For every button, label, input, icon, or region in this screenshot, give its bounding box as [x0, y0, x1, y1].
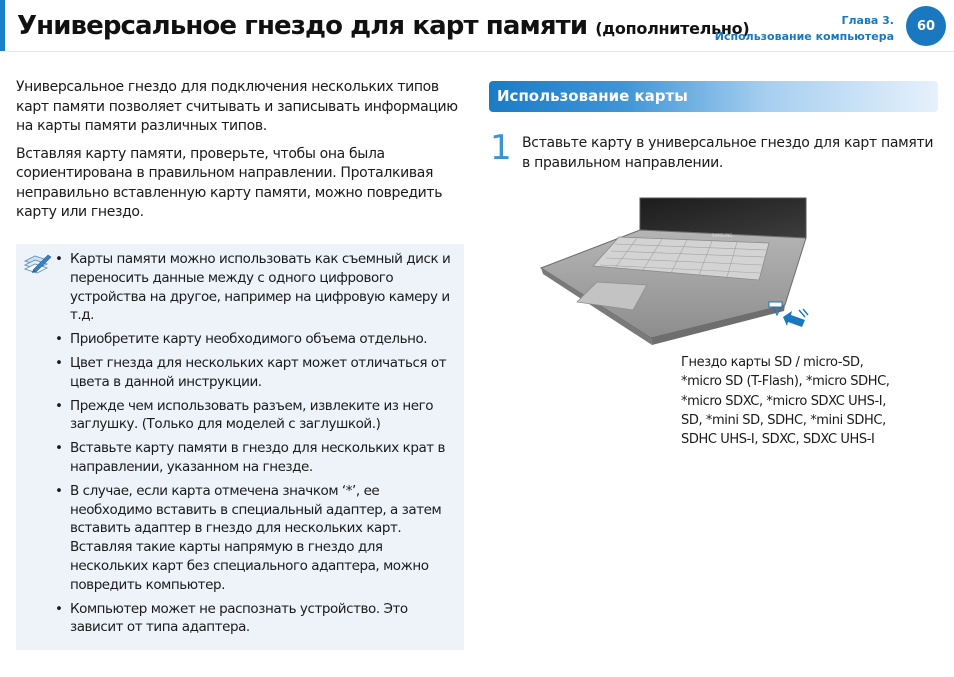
header-accent-bar — [0, 0, 5, 51]
step-number: 1 — [490, 128, 512, 168]
intro-paragraph: Универсальное гнездо для подключения нескольких типов карт памяти позволяет считывать и записывать информацию на карты памяти различных типов. — [16, 79, 458, 134]
section-header — [489, 81, 938, 112]
header-rule — [5, 51, 954, 52]
page-title — [17, 8, 749, 47]
note-list — [70, 250, 456, 642]
card-slot-caption: Гнездо карты SD / micro-SD, *micro SD (T-Flash), *micro SDHC, *micro SDXC, *micro SDXC UHS-I, SD, *mini SD, SDHC, *mini SDHC, SDHC UHS-I, SDXC, SDXC UHS-I — [681, 355, 890, 448]
section-title: Использование карты — [497, 87, 688, 105]
note-item: • Компьютер может не распознать устройство. Это зависит от типа адаптера. — [70, 600, 456, 638]
chapter-title: Использование компьютера — [714, 30, 894, 43]
note-item: • Приобретите карту необходимого объема отдельно. — [70, 330, 456, 349]
page-title-main: Универсальное гнездо для карт памяти — [17, 11, 588, 41]
chapter-number: Глава 3. — [841, 14, 894, 27]
intro-paragraph: Вставляя карту памяти, проверьте, чтобы она была сориентирована в правильном направлении. Проталкивая неправильно вставленную карту памяти, можно повредить карту или гнездо. — [16, 145, 443, 220]
note-item: • Прежде чем использовать разъем, извлеките из него заглушку. (Только для моделей с заглушкой.) — [70, 397, 456, 435]
page-title-suffix: (дополнительно) — [595, 19, 750, 38]
page-number-badge: 60 — [906, 6, 946, 46]
note-pencil-icon — [23, 251, 53, 277]
chapter-label — [715, 13, 894, 45]
intro-section — [16, 78, 460, 231]
insert-direction-arrow-icon — [783, 309, 808, 327]
note-item: • В случае, если карта отмечена значком ‘*’, ее необходимо вставить в специальный адаптер, а затем вставить адаптер в гнездо для нескольких карт. Вставляя такие карты напрямую в гнездо для нескольких карт без специального адаптера, можно повредить компьютер. — [70, 482, 456, 595]
note-box — [16, 244, 464, 650]
note-item: • Карты памяти можно использовать как съемный диск и переносить данные между с одного цифрового устройства на другое, например на цифровую камеру и т.д. — [70, 250, 456, 325]
note-item: • Вставьте карту памяти в гнездо для нескольких крат в направлении, указанном на гнезде. — [70, 439, 456, 477]
laptop-brand-label: SAMSUNG — [712, 233, 733, 238]
note-item: • Цвет гнезда для нескольких карт может отличаться от цвета в данной инструкции. — [70, 354, 456, 392]
step-instruction: Вставьте карту в универсальное гнездо для карт памяти в правильном направлении. — [522, 135, 934, 171]
laptop-card-slot-illustration — [537, 190, 812, 355]
